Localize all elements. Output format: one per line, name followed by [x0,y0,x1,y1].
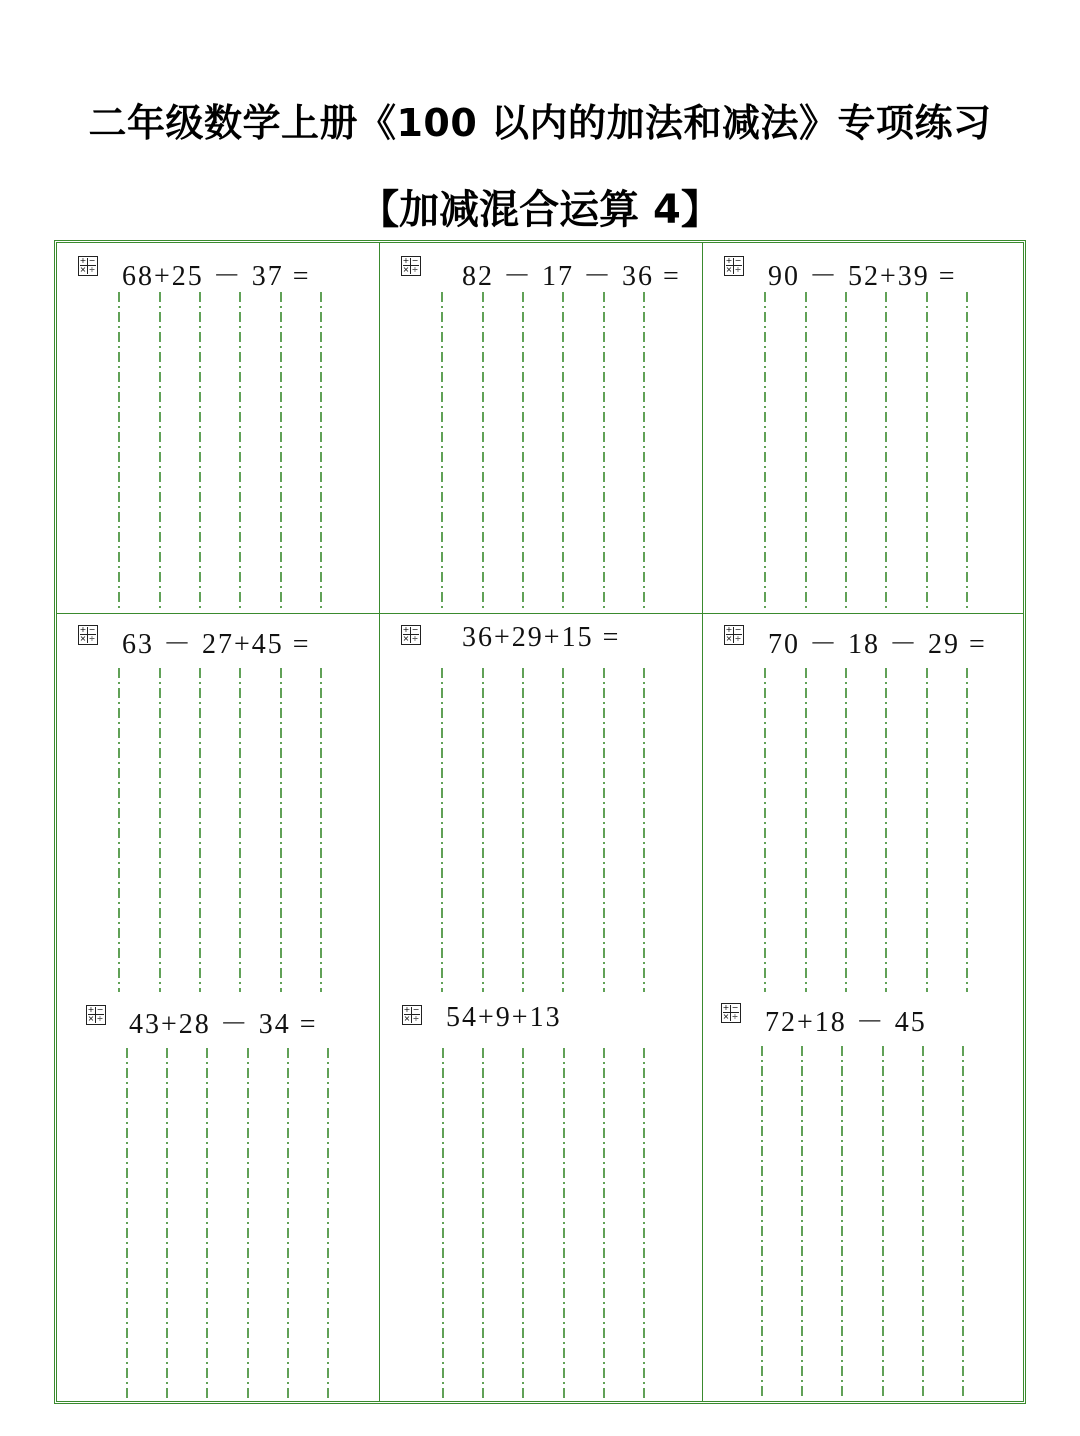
calculator-icon: + − × ÷ [724,256,744,276]
calculator-icon: + − × ÷ [401,256,421,276]
calculator-icon: + − × ÷ [402,1005,422,1025]
calculator-icon: + − × ÷ [401,625,421,645]
calculator-icon: + − × ÷ [86,1005,106,1025]
problem-expression: 72+18 － 45 [765,1007,927,1038]
calculator-icon: + − × ÷ [721,1003,741,1023]
problem-expression: 90 － 52+39 = [768,261,957,292]
worksheet-subtitle: 【加减混合运算 4】 [359,187,721,233]
problem-expression: 82 － 17 － 36 = [462,261,681,292]
calculator-icon: + − × ÷ [78,625,98,645]
worksheet-title: 二年级数学上册《100 以内的加法和减法》专项练习 [88,101,992,145]
calculator-icon: + − × ÷ [724,625,744,645]
problem-expression: 70 － 18 － 29 = [768,629,987,660]
problem-expression: 68+25 － 37 = [122,261,311,292]
problem-expression: 36+29+15 = [462,622,621,653]
problem-expression: 63 － 27+45 = [122,629,311,660]
calculator-icon: + − × ÷ [78,256,98,276]
problem-expression: 43+28 － 34 = [129,1009,318,1040]
problem-expression: 54+9+13 [446,1002,562,1033]
